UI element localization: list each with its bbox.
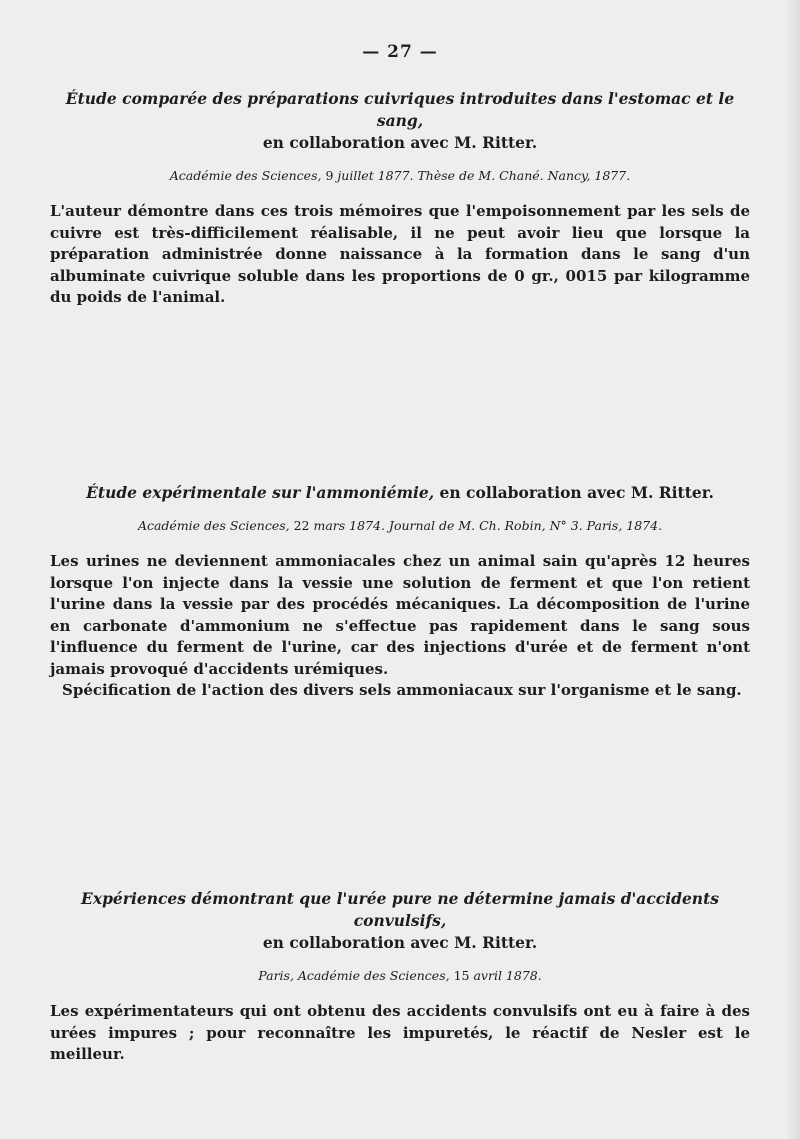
page-number: — 27 —	[362, 42, 438, 62]
ref-source: Académie des Sciences,	[137, 518, 290, 533]
collaboration-line: en collaboration avec M. Ritter.	[262, 133, 538, 152]
section-body	[50, 1001, 750, 1066]
ref-day: 9	[325, 168, 334, 183]
section-pure-urea	[50, 888, 750, 1066]
ref-source: Académie des Sciences,	[169, 168, 322, 183]
reference-line	[50, 968, 750, 983]
paragraph: Les expérimentateurs qui ont obtenu des accidents convulsifs ont eu à faire à des urées impures ; pour reconnaître les impuretés, le réactif de Nesler est le meilleur.	[50, 1002, 750, 1063]
ref-rest: juillet 1877. Thèse de M. Chané. Nancy, 1877.	[337, 168, 631, 183]
ref-source: Paris, Académie des Sciences,	[258, 968, 450, 983]
paragraph: Les urines ne deviennent ammoniacales chez un animal sain qu'après 12 heures lorsque l'on injecte dans la vessie une solution de ferment et que l'on retient l'urine dans la vessie par des procédés mécaniques. La décomposition de l'urine en carbonate d'ammonium ne s'effectue pas rapidement dans le sang sous l'influence du ferment de l'urine, car des injections d'urée et de ferment n'ont jamais provoqué d'accidents urémiques.	[50, 552, 750, 678]
ref-day: 22	[293, 518, 310, 533]
section-title	[50, 88, 750, 154]
ref-rest: avril 1878.	[473, 968, 542, 983]
collaboration-line: en collaboration avec M. Ritter.	[262, 933, 538, 952]
paragraph: L'auteur démontre dans ces trois mémoires que l'empoisonnement par les sels de cuivre est très-difficilement réalisable, il ne peut avoir lieu que lorsque la préparation administrée donne naissance à la formation dans le sang d'un albuminate cuivrique soluble dans les proportions de 0 gr., 0015 par kilogramme du poids de l'animal.	[50, 202, 750, 306]
title-text: Étude comparée des préparations cuivriques introduites dans l'estomac et le sang,	[65, 89, 735, 130]
section-copper-preparations	[50, 88, 750, 309]
collaboration-line: en collaboration avec M. Ritter.	[439, 483, 714, 502]
section-body	[50, 551, 750, 702]
reference-line	[50, 168, 750, 183]
ref-rest: mars 1874. Journal de M. Ch. Robin, N° 3. Paris, 1874.	[313, 518, 663, 533]
section-title	[50, 888, 750, 954]
scan-edge-shadow	[786, 0, 800, 1139]
ref-day: 15	[453, 968, 470, 983]
section-ammoniemia	[50, 482, 750, 702]
section-title	[50, 482, 750, 504]
section-body	[50, 201, 750, 309]
paragraph: Spécification de l'action des divers sels ammoniacaux sur l'organisme et le sang.	[62, 681, 742, 699]
reference-line	[50, 518, 750, 533]
title-text: Étude expérimentale sur l'ammoniémie,	[86, 483, 435, 502]
title-text: Expériences démontrant que l'urée pure ne détermine jamais d'accidents convulsifs,	[81, 889, 719, 930]
